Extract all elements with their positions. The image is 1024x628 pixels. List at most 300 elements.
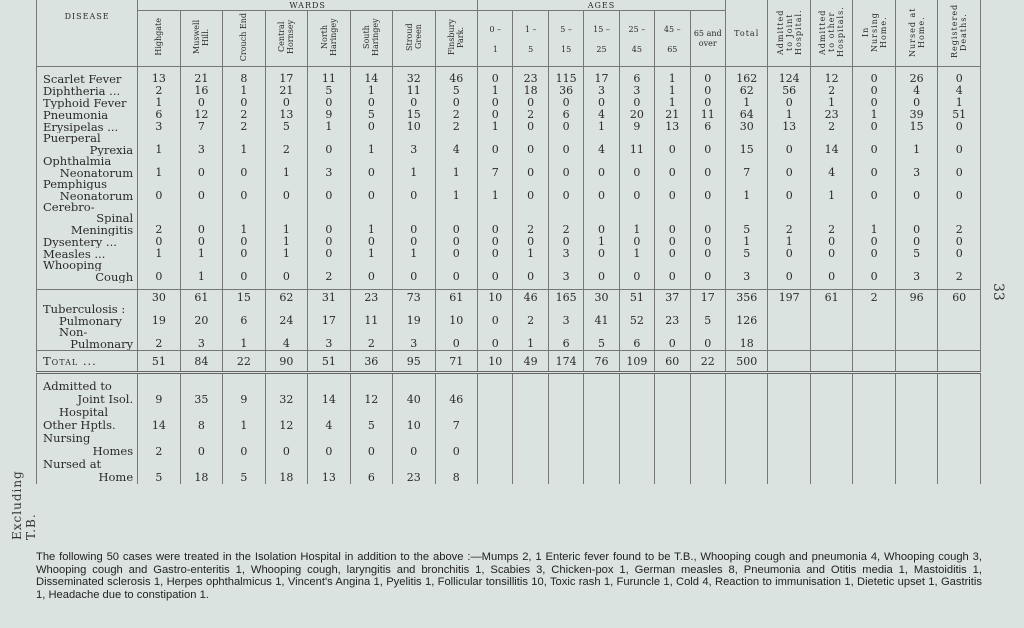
- row-label: Cough: [37, 271, 138, 283]
- table-cell: [938, 156, 981, 167]
- table-cell: [584, 213, 619, 224]
- table-cell: [478, 406, 513, 419]
- table-cell: [895, 179, 937, 190]
- age-header: 0 – 1: [478, 11, 513, 67]
- table-cell: 32: [265, 393, 307, 406]
- outcome-header: In Nursing Home.: [853, 0, 895, 67]
- table-cell: 3: [895, 167, 937, 179]
- table-cell: [619, 419, 654, 432]
- table-cell: [690, 156, 725, 167]
- table-cell: 3: [548, 315, 583, 327]
- table-cell: 3: [548, 271, 583, 283]
- age-header: 15 – 25: [584, 11, 619, 67]
- table-cell: 197: [768, 290, 810, 305]
- table-row: [37, 248, 981, 260]
- table-cell: 46: [435, 393, 478, 406]
- table-cell: [478, 471, 513, 484]
- table-cell: [548, 304, 583, 315]
- table-cell: [435, 380, 478, 393]
- table-cell: 20: [180, 315, 222, 327]
- table-cell: 8: [223, 73, 265, 85]
- table-cell: [619, 133, 654, 144]
- table-cell: 9: [223, 393, 265, 406]
- table-cell: 0: [690, 248, 725, 260]
- table-cell: 2: [853, 290, 895, 305]
- table-cell: 20: [619, 109, 654, 121]
- table-cell: [725, 260, 767, 271]
- table-cell: [895, 327, 937, 338]
- table-cell: [265, 406, 307, 419]
- table-cell: 5: [350, 419, 392, 432]
- table-cell: 1: [180, 271, 222, 283]
- table-cell: 5: [435, 85, 478, 97]
- table-cell: 2: [513, 224, 548, 236]
- table-cell: [690, 432, 725, 445]
- table-cell: 2: [138, 445, 180, 458]
- table-cell: [895, 315, 937, 327]
- disease-statistics-table: [36, 0, 981, 484]
- table-cell: 0: [548, 121, 583, 133]
- table-cell: 0: [853, 271, 895, 283]
- table-cell: 1: [180, 248, 222, 260]
- table-cell: 0: [690, 338, 725, 351]
- table-cell: 0: [655, 144, 690, 156]
- table-cell: 1: [265, 167, 307, 179]
- table-cell: 19: [393, 315, 435, 327]
- table-cell: [265, 179, 307, 190]
- table-cell: [350, 213, 392, 224]
- table-cell: [725, 380, 767, 393]
- table-cell: [513, 202, 548, 213]
- table-cell: 5: [265, 121, 307, 133]
- ward-header: Highgate: [138, 11, 180, 67]
- table-cell: 3: [138, 121, 180, 133]
- table-cell: 0: [655, 190, 690, 202]
- table-cell: [655, 380, 690, 393]
- table-cell: 51: [938, 109, 981, 121]
- table-cell: [938, 351, 981, 373]
- table-cell: [938, 458, 981, 471]
- table-cell: [308, 432, 350, 445]
- table-cell: 0: [548, 190, 583, 202]
- table-cell: [513, 213, 548, 224]
- table-cell: 64: [725, 109, 767, 121]
- age-header: 45 – 65: [655, 11, 690, 67]
- outcome-header: Registered Deaths.: [938, 0, 981, 67]
- ward-header: Crouch End: [223, 11, 265, 67]
- table-cell: [810, 213, 852, 224]
- table-cell: 0: [138, 190, 180, 202]
- table-cell: [435, 327, 478, 338]
- table-cell: [138, 260, 180, 271]
- ward-header: South Haringey: [350, 11, 392, 67]
- table-cell: 11: [393, 85, 435, 97]
- table-cell: 0: [350, 236, 392, 248]
- table-cell: 3: [180, 338, 222, 351]
- table-cell: 0: [265, 445, 307, 458]
- table-cell: [223, 179, 265, 190]
- table-cell: 17: [265, 73, 307, 85]
- table-cell: 1: [810, 190, 852, 202]
- table-cell: 51: [619, 290, 654, 305]
- table-cell: 1: [350, 224, 392, 236]
- table-row: [37, 109, 981, 121]
- table-cell: 6: [138, 109, 180, 121]
- table-cell: [938, 179, 981, 190]
- table-cell: 1: [265, 224, 307, 236]
- table-cell: 6: [548, 338, 583, 351]
- table-cell: [655, 419, 690, 432]
- table-cell: 0: [393, 190, 435, 202]
- table-cell: [768, 179, 810, 190]
- table-cell: [393, 156, 435, 167]
- table-cell: 0: [180, 167, 222, 179]
- table-cell: 0: [690, 236, 725, 248]
- table-cell: 0: [478, 248, 513, 260]
- table-cell: 3: [393, 338, 435, 351]
- table-cell: 14: [350, 73, 392, 85]
- table-cell: [895, 338, 937, 351]
- table-cell: 0: [513, 121, 548, 133]
- table-row: [37, 406, 981, 419]
- table-row: [37, 260, 981, 271]
- table-cell: 0: [655, 236, 690, 248]
- table-cell: [690, 260, 725, 271]
- table-cell: [180, 406, 222, 419]
- table-cell: [619, 432, 654, 445]
- table-cell: [478, 133, 513, 144]
- table-cell: [513, 156, 548, 167]
- table-cell: [223, 133, 265, 144]
- table-cell: 3: [584, 85, 619, 97]
- table-cell: [478, 327, 513, 338]
- footnote: The following 50 cases were treated in the Isolation Hospital in addition to the above :—Mumps 2, 1 Enteric fever found to be T.B., Whooping cough and pneumonia 4, Whooping cough 3, Whooping cough and Gastro-enteritis 1, Whooping cough, laryngitis and bronchitis 1, Scabies 3, Chicken-pox 1, German measles 8, Pneumonia and Otitis media 1, Mastoiditis 1, Disseminated sclerosis 1, Herpes ophthalmicus 1, Vincent's Angina 1, Pyelitis 1, Follicular tonsillitis 10, Toxic rash 1, Furuncle 1, Cold 4, Reaction to immunisation 1, Dietetic upset 1, Gastritis 1, Headache due to constipation 1.: [36, 551, 982, 601]
- table-cell: [690, 213, 725, 224]
- table-cell: [513, 471, 548, 484]
- table-cell: 2: [513, 109, 548, 121]
- table-cell: [655, 393, 690, 406]
- table-cell: 165: [548, 290, 583, 305]
- row-label: Dysentery ...: [37, 236, 138, 248]
- table-cell: 11: [308, 73, 350, 85]
- table-cell: 0: [308, 248, 350, 260]
- row-label: Admitted to: [37, 380, 138, 393]
- table-cell: [584, 419, 619, 432]
- table-cell: [895, 406, 937, 419]
- table-cell: [308, 304, 350, 315]
- table-cell: [138, 213, 180, 224]
- table-cell: 1: [435, 190, 478, 202]
- table-cell: 0: [584, 167, 619, 179]
- table-cell: 23: [513, 73, 548, 85]
- table-cell: [853, 393, 895, 406]
- table-cell: 6: [548, 109, 583, 121]
- table-cell: 22: [690, 351, 725, 373]
- table-cell: [619, 406, 654, 419]
- table-cell: [435, 304, 478, 315]
- table-cell: [435, 156, 478, 167]
- table-cell: [810, 260, 852, 271]
- table-row: [37, 97, 981, 109]
- table-cell: [393, 202, 435, 213]
- table-cell: [853, 202, 895, 213]
- table-cell: 0: [895, 236, 937, 248]
- table-cell: 71: [435, 351, 478, 373]
- row-label: Joint Isol.: [37, 393, 138, 406]
- table-cell: [895, 445, 937, 458]
- table-row: [37, 133, 981, 144]
- table-cell: 11: [690, 109, 725, 121]
- table-cell: 0: [180, 97, 222, 109]
- table-cell: 35: [180, 393, 222, 406]
- table-cell: 5: [725, 224, 767, 236]
- table-cell: 30: [725, 121, 767, 133]
- table-cell: [619, 327, 654, 338]
- table-cell: 0: [513, 190, 548, 202]
- table-row: [37, 445, 981, 458]
- table-cell: 9: [308, 109, 350, 121]
- table-cell: 1: [308, 121, 350, 133]
- table-cell: [768, 202, 810, 213]
- table-cell: [853, 315, 895, 327]
- table-cell: 21: [180, 73, 222, 85]
- table-cell: 0: [350, 445, 392, 458]
- table-cell: 6: [690, 121, 725, 133]
- table-row: [37, 85, 981, 97]
- table-cell: [138, 304, 180, 315]
- table-cell: 76: [584, 351, 619, 373]
- table-cell: [853, 338, 895, 351]
- table-cell: 1: [725, 190, 767, 202]
- table-cell: [478, 458, 513, 471]
- row-label: Spinal: [37, 213, 138, 224]
- table-cell: [138, 380, 180, 393]
- table-cell: [655, 133, 690, 144]
- table-cell: 5: [350, 109, 392, 121]
- table-cell: 3: [308, 338, 350, 351]
- table-cell: 21: [265, 85, 307, 97]
- row-label: Measles ...: [37, 248, 138, 260]
- table-cell: 0: [308, 190, 350, 202]
- table-cell: 3: [180, 144, 222, 156]
- row-label: Hospital: [37, 406, 138, 419]
- table-cell: 1: [655, 85, 690, 97]
- table-cell: [690, 179, 725, 190]
- table-cell: 1: [478, 85, 513, 97]
- table-cell: 90: [265, 351, 307, 373]
- table-cell: 0: [768, 144, 810, 156]
- table-cell: 0: [619, 271, 654, 283]
- table-cell: [619, 156, 654, 167]
- table-row: [37, 236, 981, 248]
- table-row: [37, 73, 981, 85]
- table-cell: 5: [138, 471, 180, 484]
- table-cell: 5: [725, 248, 767, 260]
- table-cell: 0: [478, 271, 513, 283]
- table-cell: 12: [350, 393, 392, 406]
- table-cell: 0: [435, 338, 478, 351]
- table-cell: [655, 156, 690, 167]
- table-cell: 10: [435, 315, 478, 327]
- table-cell: 0: [584, 224, 619, 236]
- table-cell: 3: [393, 144, 435, 156]
- table-cell: 126: [725, 315, 767, 327]
- table-cell: [938, 445, 981, 458]
- table-cell: [548, 471, 583, 484]
- table-cell: 0: [938, 73, 981, 85]
- table-cell: [265, 380, 307, 393]
- table-cell: 0: [308, 224, 350, 236]
- table-cell: [180, 156, 222, 167]
- table-cell: 1: [138, 248, 180, 260]
- table-cell: [180, 432, 222, 445]
- table-cell: 1: [768, 236, 810, 248]
- table-cell: [690, 393, 725, 406]
- table-cell: 0: [690, 85, 725, 97]
- table-cell: [308, 202, 350, 213]
- table-cell: [895, 419, 937, 432]
- table-row: [37, 419, 981, 432]
- ward-header: North Haringey: [308, 11, 350, 67]
- table-cell: 31: [308, 290, 350, 305]
- table-cell: [435, 213, 478, 224]
- table-cell: [478, 213, 513, 224]
- table-cell: 115: [548, 73, 583, 85]
- table-cell: 0: [938, 190, 981, 202]
- table-cell: 0: [810, 248, 852, 260]
- table-cell: [690, 471, 725, 484]
- table-cell: [619, 393, 654, 406]
- table-cell: [655, 458, 690, 471]
- table-cell: 0: [513, 144, 548, 156]
- table-cell: [810, 445, 852, 458]
- table-cell: 30: [138, 290, 180, 305]
- table-cell: 13: [265, 109, 307, 121]
- table-cell: [768, 380, 810, 393]
- table-cell: 49: [513, 351, 548, 373]
- table-cell: 1: [350, 248, 392, 260]
- table-cell: 4: [265, 338, 307, 351]
- table-cell: 3: [725, 271, 767, 283]
- table-cell: 0: [435, 97, 478, 109]
- table-cell: 6: [619, 73, 654, 85]
- table-cell: [350, 380, 392, 393]
- table-cell: [548, 458, 583, 471]
- table-cell: 162: [725, 73, 767, 85]
- table-cell: 0: [435, 224, 478, 236]
- table-cell: 0: [223, 271, 265, 283]
- table-cell: 0: [478, 315, 513, 327]
- table-cell: 12: [810, 73, 852, 85]
- table-cell: 1: [895, 144, 937, 156]
- table-cell: 6: [619, 338, 654, 351]
- table-cell: [308, 327, 350, 338]
- table-cell: [548, 260, 583, 271]
- table-cell: 13: [308, 471, 350, 484]
- table-cell: [548, 406, 583, 419]
- table-cell: 0: [308, 144, 350, 156]
- table-row: [37, 156, 981, 167]
- table-cell: 32: [393, 73, 435, 85]
- table-cell: 0: [478, 73, 513, 85]
- outcome-header: Admitted to other Hospitals.: [810, 0, 852, 67]
- table-cell: [308, 458, 350, 471]
- table-cell: [655, 304, 690, 315]
- table-row: [37, 432, 981, 445]
- table-cell: [768, 156, 810, 167]
- table-cell: 0: [810, 271, 852, 283]
- total-header: Total: [725, 0, 767, 67]
- table-cell: [584, 406, 619, 419]
- table-cell: 14: [138, 419, 180, 432]
- table-cell: 1: [223, 338, 265, 351]
- table-cell: 62: [725, 85, 767, 97]
- table-cell: 3: [548, 248, 583, 260]
- table-cell: [138, 406, 180, 419]
- table-cell: [619, 471, 654, 484]
- table-cell: 0: [223, 248, 265, 260]
- table-cell: [853, 406, 895, 419]
- table-cell: [725, 432, 767, 445]
- table-cell: 2: [223, 121, 265, 133]
- table-cell: [584, 380, 619, 393]
- table-cell: [690, 458, 725, 471]
- table-cell: 2: [810, 121, 852, 133]
- table-cell: 0: [690, 224, 725, 236]
- ward-header: Central Hornsey: [265, 11, 307, 67]
- table-cell: 0: [223, 445, 265, 458]
- table-cell: [435, 202, 478, 213]
- table-cell: 10: [393, 121, 435, 133]
- table-cell: 500: [725, 351, 767, 373]
- row-label: Nursed at: [37, 458, 138, 471]
- row-label: Nursing: [37, 432, 138, 445]
- table-cell: [223, 406, 265, 419]
- table-cell: [548, 156, 583, 167]
- table-cell: 15: [895, 121, 937, 133]
- table-cell: 0: [138, 271, 180, 283]
- table-cell: 23: [810, 109, 852, 121]
- row-label: Pyrexia: [37, 144, 138, 156]
- table-cell: [938, 213, 981, 224]
- table-cell: [513, 380, 548, 393]
- table-cell: 0: [393, 445, 435, 458]
- table-cell: [548, 445, 583, 458]
- table-row: [37, 338, 981, 351]
- subtotal-row: [37, 290, 981, 305]
- table-cell: [655, 213, 690, 224]
- table-cell: [393, 432, 435, 445]
- table-cell: [435, 458, 478, 471]
- table-cell: [690, 419, 725, 432]
- table-cell: 5: [895, 248, 937, 260]
- table-cell: [180, 179, 222, 190]
- table-cell: [725, 471, 767, 484]
- table-cell: 95: [393, 351, 435, 373]
- table-cell: [895, 156, 937, 167]
- table-cell: [584, 133, 619, 144]
- table-cell: 174: [548, 351, 583, 373]
- row-label: Ophthalmia: [37, 156, 138, 167]
- table-cell: [895, 380, 937, 393]
- table-cell: [938, 432, 981, 445]
- table-cell: 7: [180, 121, 222, 133]
- table-cell: [895, 202, 937, 213]
- table-cell: 0: [768, 248, 810, 260]
- table-cell: [584, 260, 619, 271]
- table-cell: [810, 304, 852, 315]
- table-cell: 1: [265, 236, 307, 248]
